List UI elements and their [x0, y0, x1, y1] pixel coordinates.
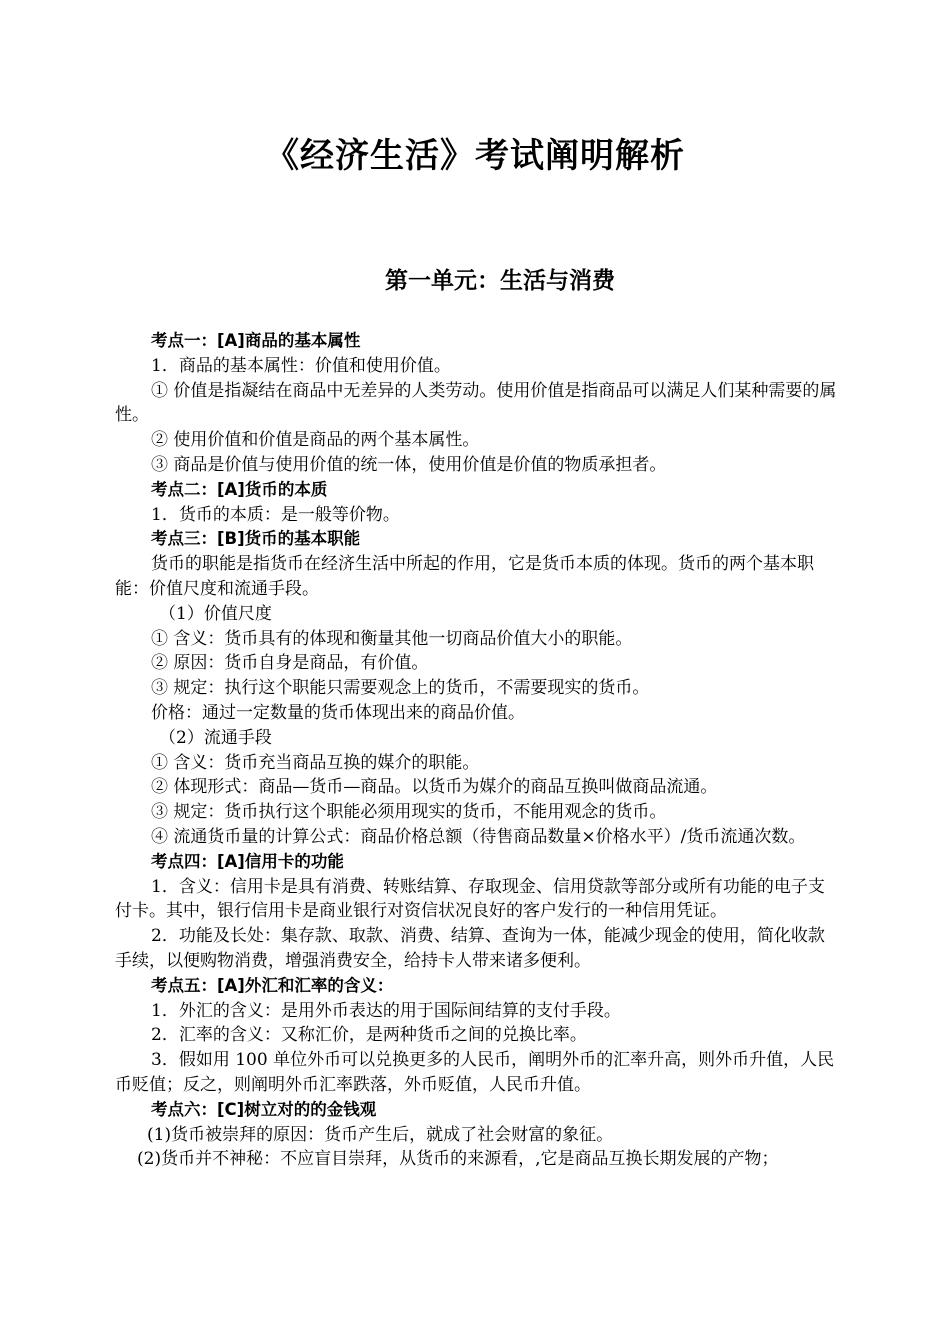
- section-heading-kp5: 考点五：[A]外汇和汇率的含义：: [151, 975, 394, 995]
- document-body: [115, 329, 840, 1172]
- paragraph: ① 含义：货币充当商品互换的媒介的职能。: [151, 752, 480, 773]
- paragraph: 2．汇率的含义：又称汇价，是两种货币之间的兑换比率。: [151, 1025, 587, 1046]
- section-heading-kp2: 考点二：[A]货币的本质: [151, 479, 328, 499]
- paragraph: 1．含义：信用卡是具有消费、转账结算、存取现金、信用贷款等部分或所有功能的电子支付卡。其中，银行信用卡是商业银行对资信状况良好的客户发行的一种信用凭证。: [115, 876, 825, 922]
- paragraph: ③ 规定：货币执行这个职能必须用现实的货币，不能用观念的货币。: [151, 802, 667, 823]
- paragraph: (2)货币并不神秘：不应盲目崇拜，从货币的来源看，,它是商品互换长期发展的产物；: [137, 1149, 779, 1170]
- paragraph: ① 含义：货币具有的体现和衡量其他一切商品价值大小的职能。: [151, 628, 633, 649]
- paragraph: 2．功能及长处：集存款、取款、消费、结算、查询为一体，能减少现金的使用，简化收款手续，以便购物消费，增强消费安全，给持卡人带来诸多便利。: [115, 926, 825, 971]
- paragraph: 货币的职能是指货币在经济生活中所起的作用，它是货币本质的体现。货币的两个基本职能：价值尺度和流通手段。: [115, 554, 814, 599]
- section-heading-kp1: 考点一：[A]商品的基本属性: [151, 331, 361, 350]
- paragraph: ② 体现形式：商品—货币—商品。以货币为媒介的商品互换叫做商品流通。: [151, 777, 718, 798]
- paragraph: 1．货币的本质：是一般等价物。: [151, 504, 400, 525]
- subheading: （1）价值尺度: [159, 603, 272, 624]
- document-title: 《经济生活》考试阐明解析: [265, 136, 685, 176]
- paragraph: ② 原因：货币自身是商品，有价值。: [151, 653, 429, 674]
- unit-title: 第一单元：生活与消费: [385, 268, 615, 294]
- paragraph: ① 价值是指凝结在商品中无差异的人类劳动。使用价值是指商品可以满足人们某种需要的属性。: [115, 380, 837, 426]
- section-heading-kp4: 考点四：[A]信用卡的功能: [151, 851, 344, 871]
- paragraph: 3．假如用 100 单位外币可以兑换更多的人民币，阐明外币的汇率升高，则外币升值，人民币贬值；反之，则阐明外币汇率跌落，外币贬值，人民币升值。: [115, 1050, 835, 1095]
- subheading: （2）流通手段: [159, 727, 272, 748]
- paragraph: 1．外汇的含义：是用外币表达的用于国际间结算的支付手段。: [151, 1000, 621, 1021]
- paragraph: ③ 规定：执行这个职能只需要观念上的货币，不需要现实的货币。: [151, 678, 650, 699]
- paragraph: ④ 流通货币量的计算公式：商品价格总额（待售商品数量×价格水平）/货币流通次数。: [151, 826, 806, 847]
- paragraph: ③ 商品是价值与使用价值的统一体，使用价值是价值的物质承担者。: [151, 454, 667, 475]
- paragraph: 价格：通过一定数量的货币体现出来的商品价值。: [151, 702, 525, 723]
- paragraph: (1)货币被崇拜的原因：货币产生后，就成了社会财富的象征。: [147, 1124, 614, 1145]
- section-heading-kp3: 考点三：[B]货币的基本职能: [151, 529, 361, 549]
- paragraph: ② 使用价值和价值是商品的两个基本属性。: [151, 430, 480, 451]
- paragraph: 1．商品的基本属性：价值和使用价值。: [151, 355, 451, 376]
- section-heading-kp6: 考点六：[C]树立对的的金钱观: [151, 1099, 377, 1119]
